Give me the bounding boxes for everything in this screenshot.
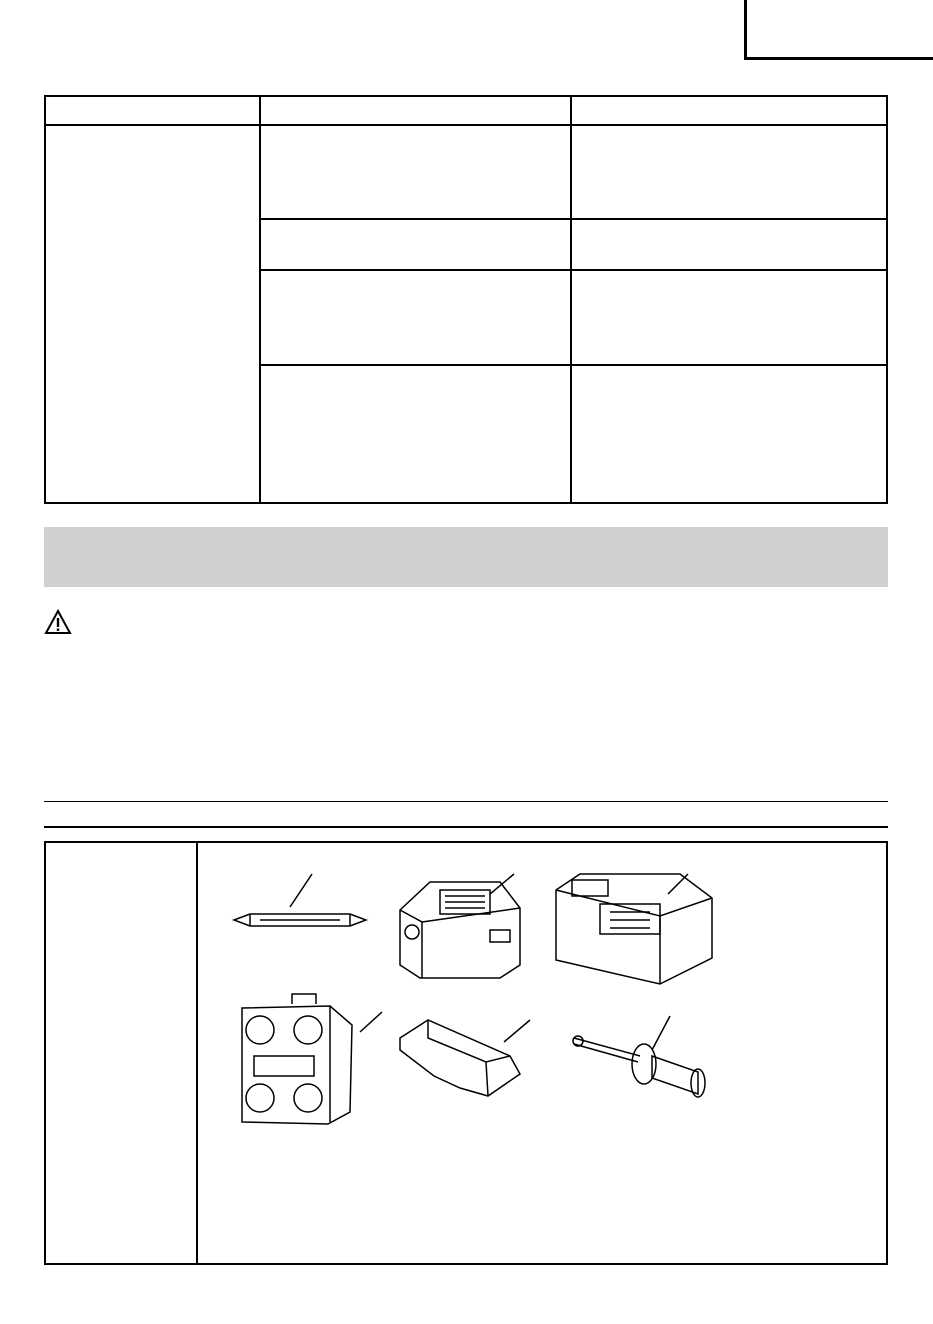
section-rule-thick: [44, 826, 888, 828]
table-row-rule: [259, 364, 886, 366]
section-rule-thin: [44, 801, 888, 802]
table-col-divider-2: [570, 97, 572, 502]
accessories-illustration: [200, 860, 740, 1130]
accessories-divider: [196, 843, 198, 1263]
battery-icon: [400, 874, 520, 978]
warning-triangle-icon: [44, 609, 72, 635]
case-icon: [242, 994, 382, 1124]
language-tab: [744, 0, 933, 60]
driver-bit-icon: [234, 874, 366, 926]
table-row-rule: [259, 269, 886, 271]
side-handle-icon: [573, 1016, 705, 1097]
section-header: [44, 527, 888, 587]
battery-cover-icon: [400, 1020, 530, 1096]
spec-table: [44, 95, 888, 504]
table-col-divider-1: [259, 97, 261, 502]
table-header-rule: [46, 124, 886, 126]
charger-icon: [556, 874, 712, 984]
table-row-rule: [259, 218, 886, 220]
